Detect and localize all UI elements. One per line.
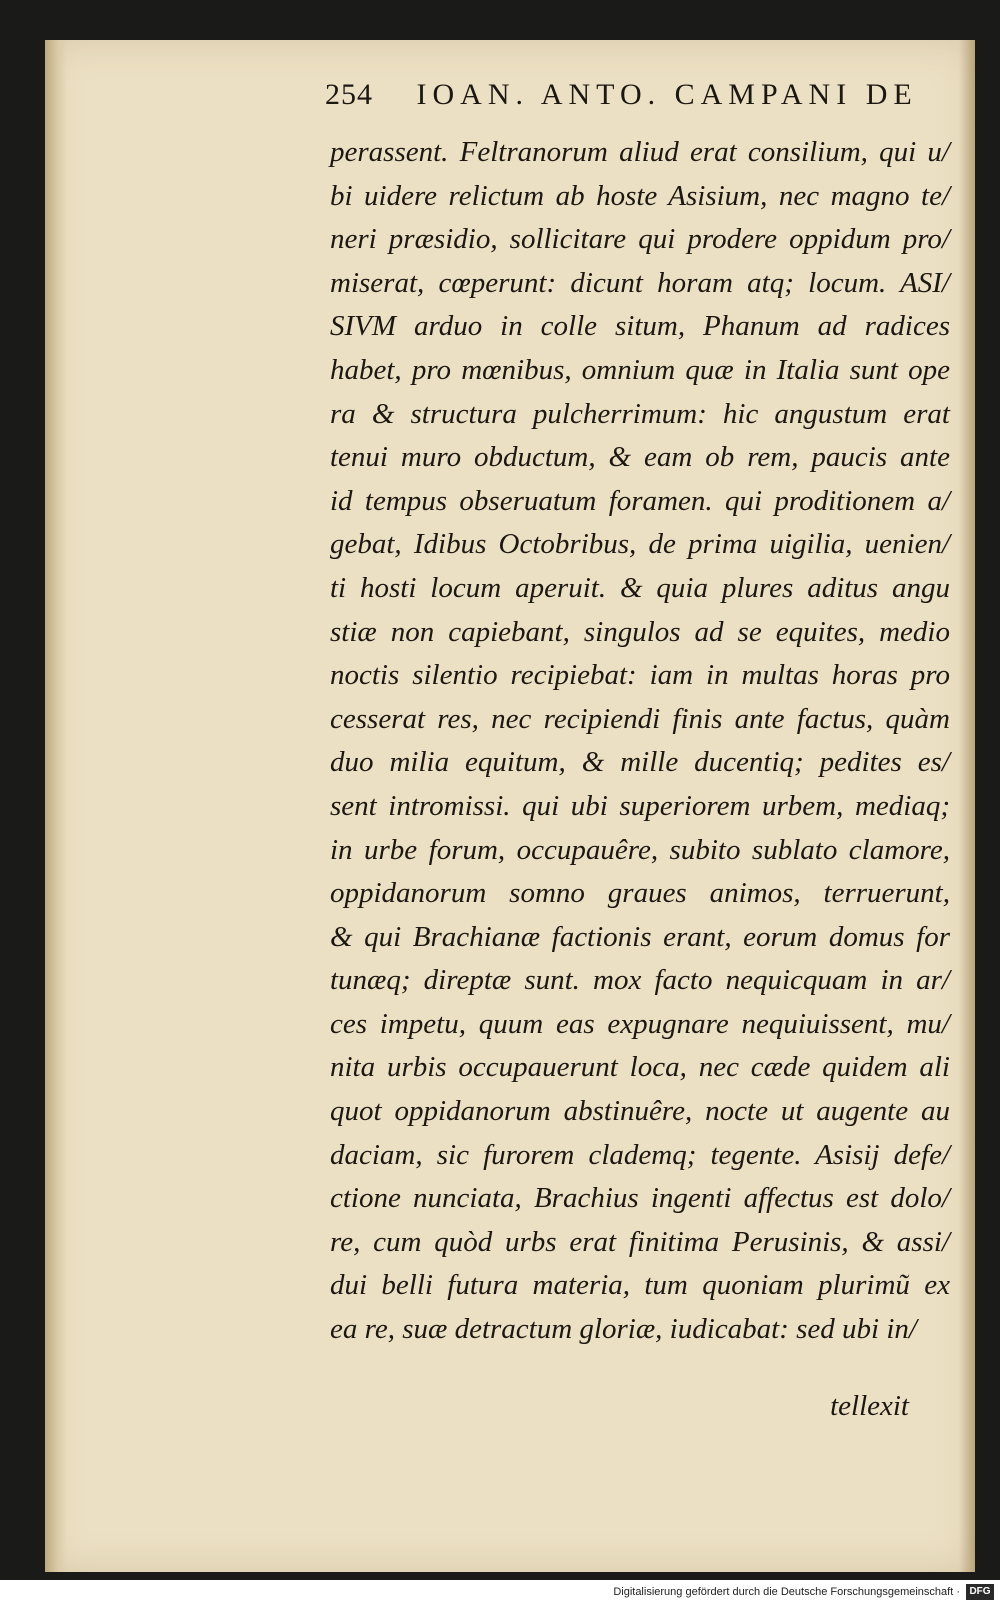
text-line: stiæ non capiebant, singulos ad se equites, medio: [330, 615, 950, 648]
text-line: noctis silentio recipiebat: iam in multas horas pro: [330, 659, 950, 692]
text-line: dui belli futura materia, tum quoniam plurimũ ex: [330, 1269, 950, 1302]
text-line: ces impetu, quum eas expugnare nequiuissent, mu/: [330, 1007, 950, 1040]
body-text: [330, 131, 950, 1352]
page-number: 254: [325, 78, 373, 111]
text-line: neri præsidio, sollicitare qui prodere oppidum pro/: [330, 223, 950, 256]
text-line: ti hosti locum aperuit. & quia plures aditus angu: [330, 571, 950, 604]
text-line: tunæq; direptæ sunt. mox facto nequicquam in ar/: [330, 964, 950, 997]
footer-credit: Digitalisierung gefördert durch die Deutsche Forschungsgemeinschaft ·: [613, 1586, 960, 1598]
text-line: ea re, suæ detractum gloriæ, iudicabat: sed ubi in/: [330, 1313, 917, 1346]
text-line: ra & structura pulcherrimum: hic angustum erat: [330, 397, 950, 430]
text-line: habet, pro mœnibus, omnium quæ in Italia sunt ope: [330, 353, 950, 386]
text-line: bi uidere relictum ab hoste Asisium, nec magno te/: [330, 179, 950, 212]
text-line: tenui muro obductum, & eam ob rem, paucis ante: [330, 441, 950, 474]
text-line: in urbe forum, occupauêre, subito sublato clamore,: [330, 833, 950, 866]
text-line: sent intromissi. qui ubi superiorem urbem, mediaq;: [330, 789, 950, 822]
text-line: perassent. Feltranorum aliud erat consilium, qui u/: [330, 136, 950, 168]
text-line: & qui Brachianæ factionis erant, eorum domus for: [330, 920, 950, 953]
text-line: duo milia equitum, & mille ducentiq; pedites es/: [330, 746, 950, 779]
book-page: [45, 40, 975, 1572]
text-line: cesserat res, nec recipiendi finis ante factus, quàm: [330, 702, 950, 735]
text-line: oppidanorum somno graues animos, terruerunt,: [330, 877, 950, 910]
page-gutter-shadow: [45, 40, 67, 1572]
text-line: quot oppidanorum abstinuêre, nocte ut augente au: [330, 1095, 950, 1128]
dfg-logo: DFG: [966, 1584, 994, 1600]
running-title: IOAN. ANTO. CAMPANI DE: [416, 78, 918, 111]
text-line: miserat, cœperunt: dicunt horam atq; locum. ASI/: [330, 266, 950, 299]
text-line: re, cum quòd urbs erat finitima Perusinis, & assi/: [330, 1225, 950, 1258]
catchword: tellexit: [830, 1390, 909, 1422]
text-line: gebat, Idibus Octobribus, de prima uigilia, uenien/: [330, 528, 950, 561]
text-line: daciam, sic furorem clademq; tegente. Asisij defe/: [330, 1138, 950, 1171]
page-edge-shadow: [959, 40, 975, 1572]
text-line: id tempus obseruatum foramen. qui proditionem a/: [330, 484, 950, 517]
digitization-footer: [0, 1580, 1000, 1605]
text-line: ctione nunciata, Brachius ingenti affectus est dolo/: [330, 1182, 950, 1215]
running-head: [325, 78, 918, 112]
text-line: nita urbis occupauerunt loca, nec cæde quidem ali: [330, 1051, 950, 1084]
text-line: SIVM arduo in colle situm, Phanum ad radices: [330, 310, 950, 343]
